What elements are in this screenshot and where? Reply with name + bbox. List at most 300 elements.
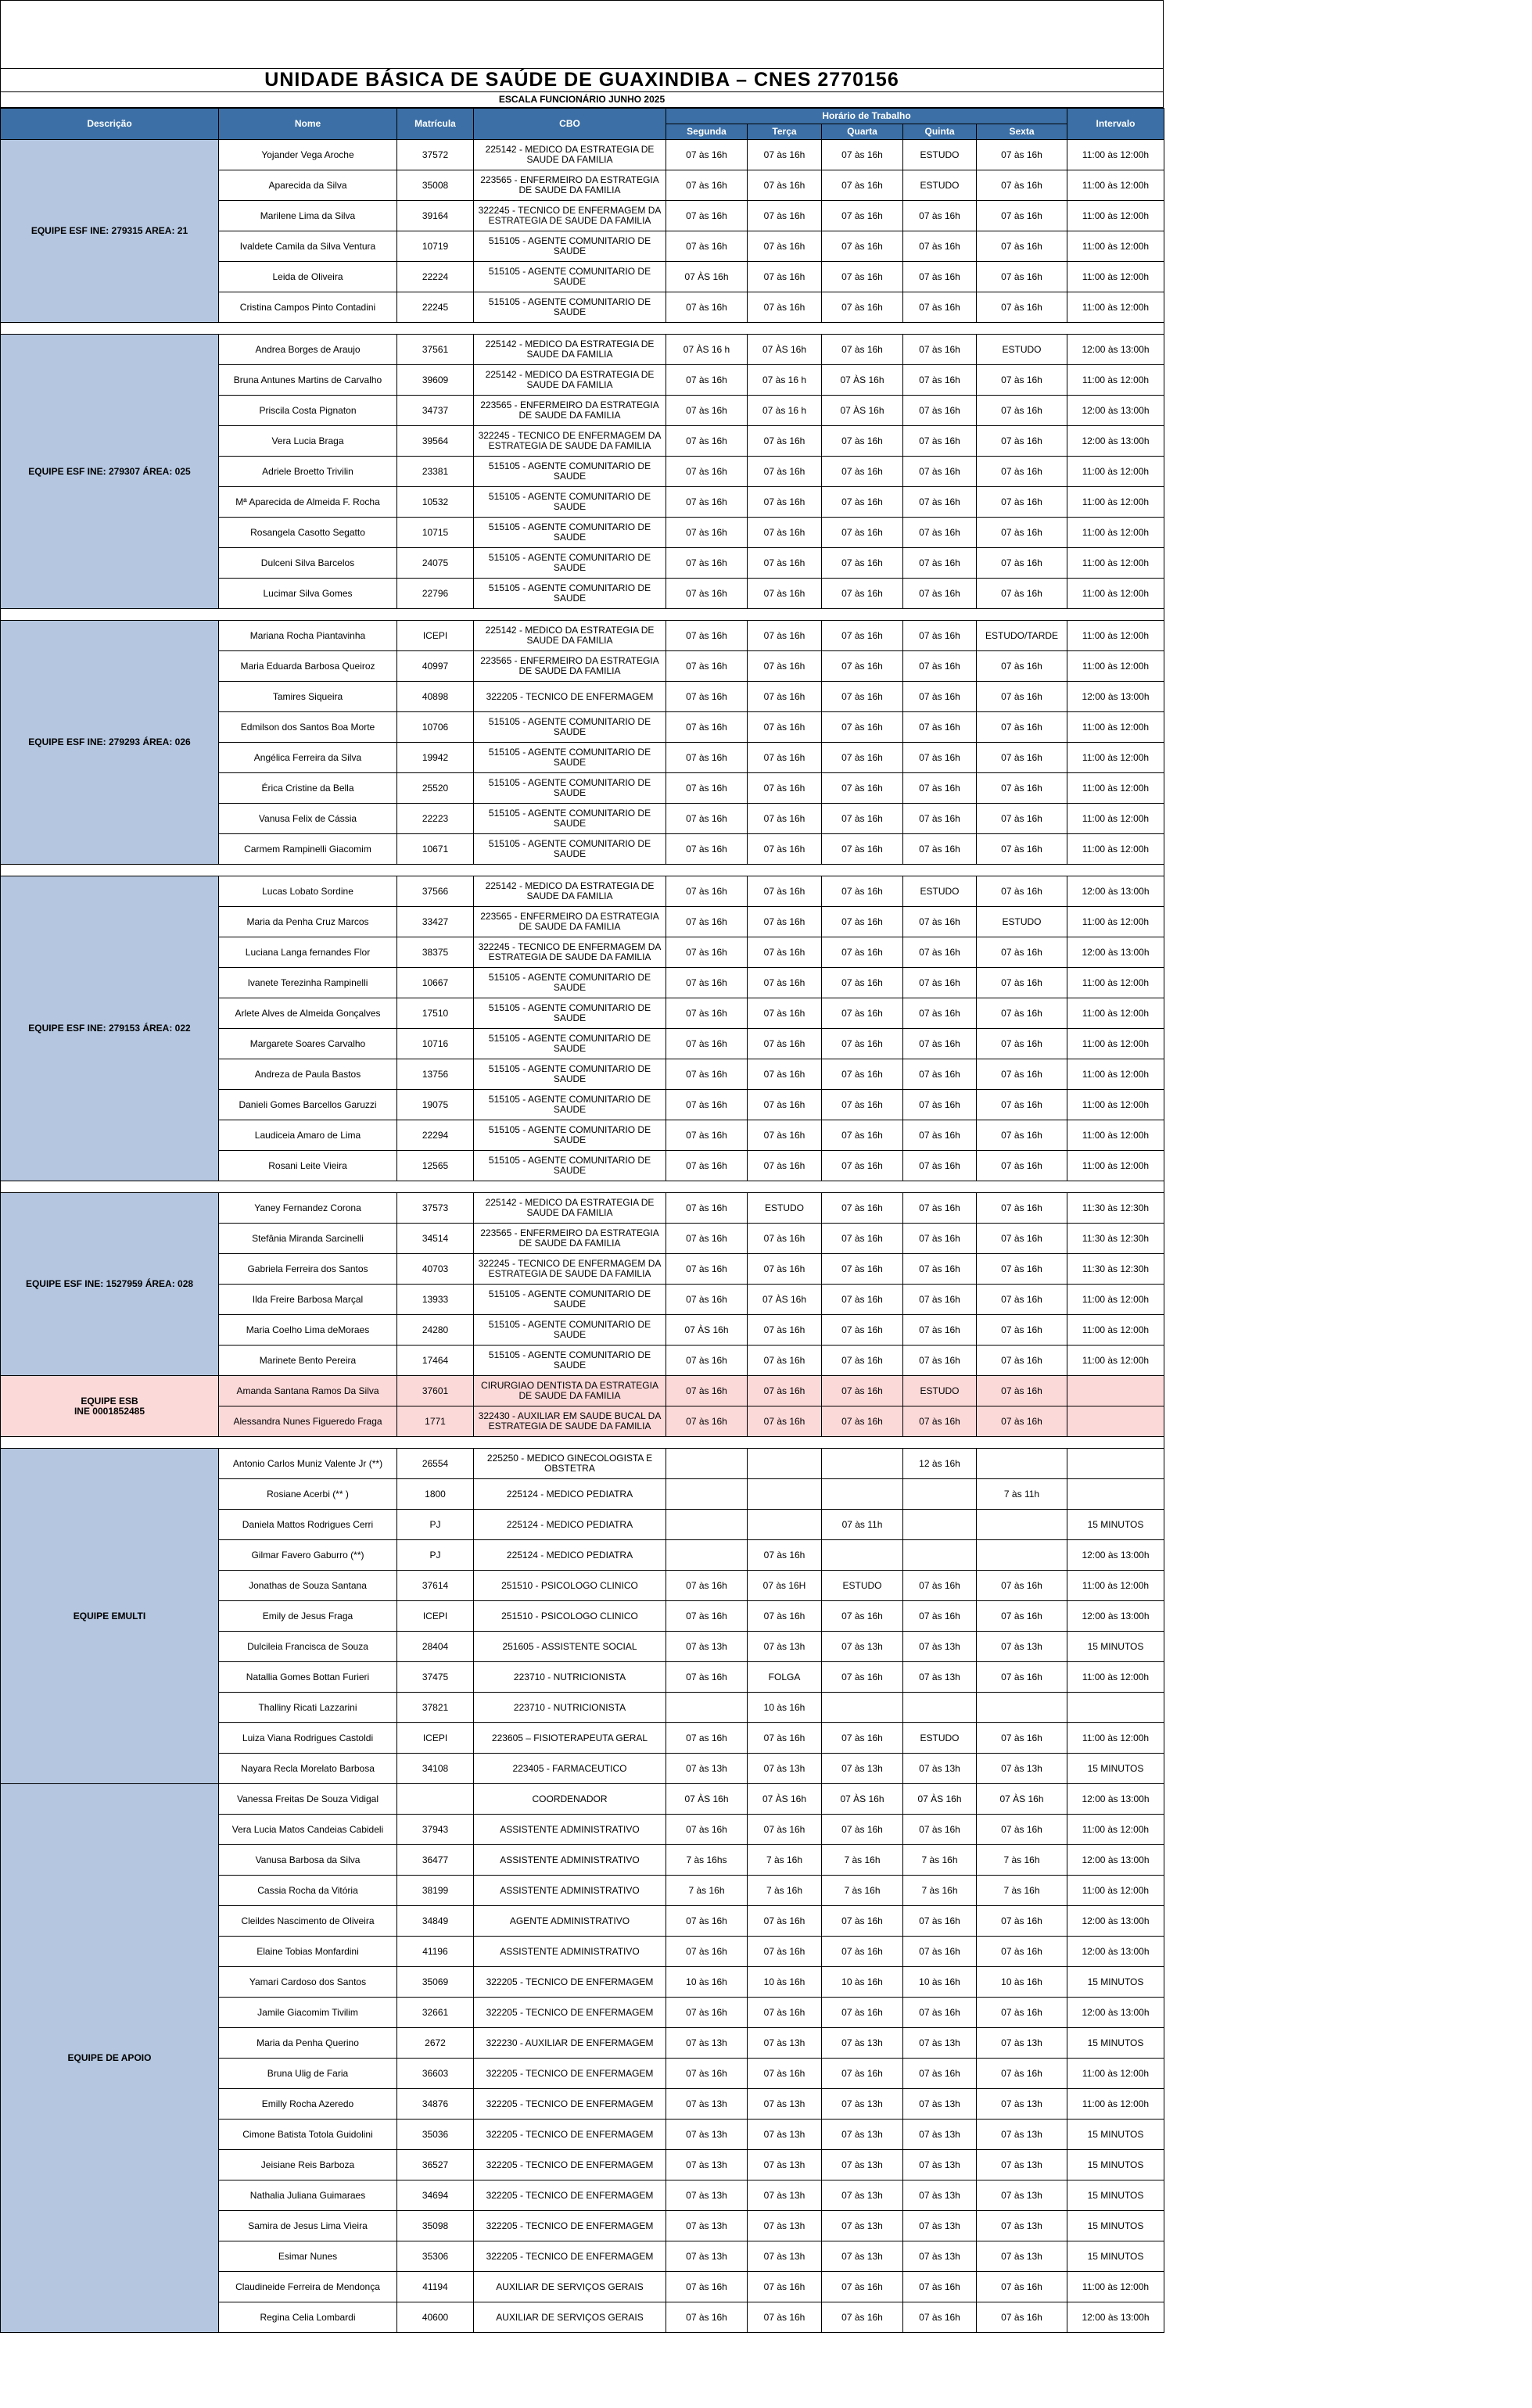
table-row <box>1 1449 1164 1479</box>
matricula-cell: 26554 <box>397 1449 474 1479</box>
header-horario: Horário de Trabalho <box>666 109 1067 124</box>
matricula-cell: 12565 <box>397 1151 474 1181</box>
sexta-cell: 07 às 16h <box>977 937 1067 968</box>
quinta-cell: 07 às 16h <box>903 1151 977 1181</box>
sexta-cell: 07 às 16h <box>977 1723 1067 1754</box>
matricula-cell: 34737 <box>397 396 474 426</box>
cbo-cell: COORDENADOR <box>474 1784 666 1815</box>
sexta-cell: 07 às 16h <box>977 1601 1067 1632</box>
segunda-cell: 07 às 16h <box>666 1815 748 1845</box>
matricula-cell <box>397 1784 474 1815</box>
sexta-cell: 07 às 16h <box>977 1059 1067 1090</box>
staff-name-cell: Vera Lucia Braga <box>219 426 397 457</box>
terca-cell: 07 às 13h <box>748 1754 822 1784</box>
staff-name-cell: Emily de Jesus Fraga <box>219 1601 397 1632</box>
quinta-cell: 07 às 13h <box>903 2120 977 2150</box>
sexta-cell: 07 às 16h <box>977 682 1067 712</box>
terca-cell: 07 às 16h <box>748 1998 822 2028</box>
segunda-cell: 07 às 16h <box>666 201 748 231</box>
segunda-cell: 07 às 16h <box>666 2272 748 2302</box>
intervalo-cell: 11:00 às 12:00h <box>1067 2059 1164 2089</box>
terca-cell: 07 às 13h <box>748 1632 822 1662</box>
quinta-cell: 07 às 13h <box>903 2028 977 2059</box>
header-day: Segunda <box>666 124 748 140</box>
terca-cell: 07 às 16h <box>748 1224 822 1254</box>
sexta-cell: ESTUDO <box>977 335 1067 365</box>
quinta-cell: 07 às 16h <box>903 773 977 804</box>
quinta-cell: 07 às 16h <box>903 1120 977 1151</box>
cbo-cell: AUXILIAR DE SERVIÇOS GERAIS <box>474 2302 666 2333</box>
sexta-cell: 07 às 16h <box>977 876 1067 907</box>
quarta-cell: 07 às 13h <box>822 2120 903 2150</box>
cbo-cell: 322205 - TECNICO DE ENFERMAGEM <box>474 2211 666 2241</box>
quarta-cell: 07 às 16h <box>822 1346 903 1376</box>
matricula-cell: 35008 <box>397 170 474 201</box>
quinta-cell: ESTUDO <box>903 170 977 201</box>
terca-cell: ESTUDO <box>748 1193 822 1224</box>
staff-name-cell: Regina Celia Lombardi <box>219 2302 397 2333</box>
quinta-cell: 07 às 16h <box>903 518 977 548</box>
quarta-cell: 07 ÀS 16h <box>822 1784 903 1815</box>
quinta-cell: 7 às 16h <box>903 1845 977 1876</box>
segunda-cell: 07 às 16h <box>666 743 748 773</box>
cbo-cell: 515105 - AGENTE COMUNITARIO DE SAUDE <box>474 1120 666 1151</box>
matricula-cell: 2672 <box>397 2028 474 2059</box>
sexta-cell: 07 às 16h <box>977 1029 1067 1059</box>
segunda-cell: 07 às 13h <box>666 2120 748 2150</box>
sexta-cell: 07 às 16h <box>977 231 1067 262</box>
segunda-cell: 07 às 13h <box>666 1632 748 1662</box>
segunda-cell: 07 às 13h <box>666 2211 748 2241</box>
cbo-cell: 322245 - TECNICO DE ENFERMAGEM DA ESTRATEGIA DE SAUDE DA FAMILIA <box>474 1254 666 1285</box>
quinta-cell <box>903 1693 977 1723</box>
terca-cell: 07 às 13h <box>748 2120 822 2150</box>
quarta-cell: 07 às 16h <box>822 2272 903 2302</box>
matricula-cell: 40997 <box>397 651 474 682</box>
team-label: EQUIPE DE APOIO <box>1 1784 219 2333</box>
sexta-cell: 07 às 16h <box>977 1315 1067 1346</box>
quarta-cell: 07 às 16h <box>822 292 903 323</box>
header-row <box>1 109 1164 124</box>
segunda-cell: 07 às 16h <box>666 651 748 682</box>
sexta-cell: 07 às 16h <box>977 1254 1067 1285</box>
intervalo-cell: 11:00 às 12:00h <box>1067 457 1164 487</box>
terca-cell: 07 às 16h <box>748 998 822 1029</box>
cbo-cell: 225142 - MEDICO DA ESTRATEGIA DE SAUDE DA FAMILIA <box>474 335 666 365</box>
cbo-cell: ASSISTENTE ADMINISTRATIVO <box>474 1845 666 1876</box>
cbo-cell: 223710 - NUTRICIONISTA <box>474 1662 666 1693</box>
cbo-cell: 322205 - TECNICO DE ENFERMAGEM <box>474 2180 666 2211</box>
quarta-cell: 07 às 16h <box>822 998 903 1029</box>
quarta-cell: 07 às 16h <box>822 262 903 292</box>
segunda-cell: 07 às 16h <box>666 712 748 743</box>
sexta-cell: 07 às 16h <box>977 2059 1067 2089</box>
staff-name-cell: Ilda Freire Barbosa Marçal <box>219 1285 397 1315</box>
matricula-cell: 35098 <box>397 2211 474 2241</box>
intervalo-cell: 11:00 às 12:00h <box>1067 743 1164 773</box>
terca-cell: 07 às 16h <box>748 457 822 487</box>
staff-name-cell: Yamari Cardoso dos Santos <box>219 1967 397 1998</box>
matricula-cell: 1771 <box>397 1406 474 1437</box>
quarta-cell: 07 às 16h <box>822 426 903 457</box>
intervalo-cell: 15 MINUTOS <box>1067 1510 1164 1540</box>
terca-cell: 7 às 16h <box>748 1876 822 1906</box>
cbo-cell: 515105 - AGENTE COMUNITARIO DE SAUDE <box>474 518 666 548</box>
staff-name-cell: Jeisiane Reis Barboza <box>219 2150 397 2180</box>
segunda-cell: 07 às 16h <box>666 1029 748 1059</box>
intervalo-cell: 15 MINUTOS <box>1067 2150 1164 2180</box>
quarta-cell: 07 às 16h <box>822 621 903 651</box>
terca-cell <box>748 1510 822 1540</box>
staff-name-cell: Cristina Campos Pinto Contadini <box>219 292 397 323</box>
cbo-cell: 515105 - AGENTE COMUNITARIO DE SAUDE <box>474 1090 666 1120</box>
quinta-cell: 07 às 16h <box>903 231 977 262</box>
sexta-cell: 07 às 16h <box>977 1285 1067 1315</box>
matricula-cell: 1800 <box>397 1479 474 1510</box>
terca-cell <box>748 1449 822 1479</box>
terca-cell: 07 às 16h <box>748 426 822 457</box>
sexta-cell: 07 às 16h <box>977 365 1067 396</box>
matricula-cell: 40703 <box>397 1254 474 1285</box>
staff-name-cell: Stefânia Miranda Sarcinelli <box>219 1224 397 1254</box>
gap-cell <box>1 865 1164 876</box>
segunda-cell: 07 às 16h <box>666 1059 748 1090</box>
matricula-cell: 22796 <box>397 579 474 609</box>
matricula-cell: 37614 <box>397 1571 474 1601</box>
intervalo-cell: 15 MINUTOS <box>1067 2211 1164 2241</box>
sexta-cell: 07 às 16h <box>977 1815 1067 1845</box>
quarta-cell: 07 às 16h <box>822 1315 903 1346</box>
intervalo-cell: 12:00 às 13:00h <box>1067 1906 1164 1937</box>
matricula-cell: 13933 <box>397 1285 474 1315</box>
matricula-cell: 37601 <box>397 1376 474 1406</box>
staff-name-cell: Tamires Siqueira <box>219 682 397 712</box>
cbo-cell: 322205 - TECNICO DE ENFERMAGEM <box>474 2150 666 2180</box>
cbo-cell: 322205 - TECNICO DE ENFERMAGEM <box>474 1998 666 2028</box>
sexta-cell: 07 às 16h <box>977 834 1067 865</box>
segunda-cell: 7 às 16h <box>666 1876 748 1906</box>
quarta-cell: 07 às 16h <box>822 1254 903 1285</box>
staff-name-cell: Vanusa Barbosa da Silva <box>219 1845 397 1876</box>
matricula-cell: 17464 <box>397 1346 474 1376</box>
page-subtitle: ESCALA FUNCIONÁRIO JUNHO 2025 <box>0 92 1164 108</box>
segunda-cell: 07 às 16h <box>666 292 748 323</box>
matricula-cell: 25520 <box>397 773 474 804</box>
cbo-cell: 225142 - MEDICO DA ESTRATEGIA DE SAUDE DA FAMILIA <box>474 1193 666 1224</box>
segunda-cell <box>666 1479 748 1510</box>
matricula-cell: PJ <box>397 1540 474 1571</box>
segunda-cell: 07 às 13h <box>666 2028 748 2059</box>
quarta-cell: 07 às 16h <box>822 1998 903 2028</box>
terca-cell: 07 ÀS 16h <box>748 1784 822 1815</box>
segunda-cell <box>666 1510 748 1540</box>
sexta-cell: 07 às 16h <box>977 487 1067 518</box>
header-nome: Nome <box>219 109 397 140</box>
cbo-cell: ASSISTENTE ADMINISTRATIVO <box>474 1937 666 1967</box>
staff-name-cell: Rosiane Acerbi (** ) <box>219 1479 397 1510</box>
staff-name-cell: Dulceni Silva Barcelos <box>219 548 397 579</box>
quinta-cell: ESTUDO <box>903 1723 977 1754</box>
terca-cell: 07 às 16h <box>748 651 822 682</box>
matricula-cell: 24280 <box>397 1315 474 1346</box>
matricula-cell: 10671 <box>397 834 474 865</box>
quinta-cell: 07 às 16h <box>903 804 977 834</box>
cbo-cell: 223605 – FISIOTERAPEUTA GERAL <box>474 1723 666 1754</box>
staff-name-cell: Esimar Nunes <box>219 2241 397 2272</box>
header-intervalo: Intervalo <box>1067 109 1164 140</box>
quarta-cell: 07 às 16h <box>822 1601 903 1632</box>
terca-cell: 07 às 16h <box>748 1315 822 1346</box>
segunda-cell: 07 às 16h <box>666 518 748 548</box>
staff-name-cell: Jamile Giacomim Tivilim <box>219 1998 397 2028</box>
segunda-cell: 07 às 16h <box>666 1090 748 1120</box>
staff-name-cell: Vanusa Felix de Cássia <box>219 804 397 834</box>
terca-cell: 07 às 16h <box>748 2059 822 2089</box>
intervalo-cell: 11:00 às 12:00h <box>1067 968 1164 998</box>
matricula-cell: 22294 <box>397 1120 474 1151</box>
quinta-cell: 07 às 16h <box>903 1601 977 1632</box>
quarta-cell: 7 às 16h <box>822 1876 903 1906</box>
section-gap <box>1 1181 1164 1193</box>
quinta-cell: 07 ÀS 16h <box>903 1784 977 1815</box>
segunda-cell: 07 às 16h <box>666 2302 748 2333</box>
intervalo-cell: 12:00 às 13:00h <box>1067 2302 1164 2333</box>
sexta-cell: 07 às 16h <box>977 1998 1067 2028</box>
quarta-cell: 07 às 16h <box>822 1937 903 1967</box>
intervalo-cell: 11:30 às 12:30h <box>1067 1224 1164 1254</box>
intervalo-cell: 15 MINUTOS <box>1067 1632 1164 1662</box>
terca-cell: 07 ÀS 16h <box>748 1285 822 1315</box>
sexta-cell: 07 às 16h <box>977 1193 1067 1224</box>
intervalo-cell: 11:00 às 12:00h <box>1067 518 1164 548</box>
segunda-cell <box>666 1693 748 1723</box>
staff-name-cell: Yojander Vega Aroche <box>219 140 397 170</box>
cbo-cell: 225142 - MEDICO DA ESTRATEGIA DE SAUDE DA FAMILIA <box>474 140 666 170</box>
matricula-cell: 39564 <box>397 426 474 457</box>
quarta-cell: 07 às 16h <box>822 1151 903 1181</box>
staff-name-cell: Maria Eduarda Barbosa Queiroz <box>219 651 397 682</box>
terca-cell: 07 às 16h <box>748 487 822 518</box>
staff-name-cell: Cleildes Nascimento de Oliveira <box>219 1906 397 1937</box>
terca-cell: 07 às 16h <box>748 937 822 968</box>
sexta-cell: 07 às 16h <box>977 2272 1067 2302</box>
terca-cell: 07 às 16h <box>748 1090 822 1120</box>
quinta-cell: 07 às 16h <box>903 907 977 937</box>
sexta-cell: 07 às 16h <box>977 548 1067 579</box>
terca-cell: 10 às 16h <box>748 1693 822 1723</box>
intervalo-cell: 11:00 às 12:00h <box>1067 1029 1164 1059</box>
header-day: Sexta <box>977 124 1067 140</box>
gap-cell <box>1 609 1164 621</box>
segunda-cell: 07 às 16h <box>666 170 748 201</box>
quarta-cell: 07 às 16h <box>822 2302 903 2333</box>
cbo-cell: 322205 - TECNICO DE ENFERMAGEM <box>474 2120 666 2150</box>
quarta-cell: 07 às 13h <box>822 2089 903 2120</box>
sexta-cell: 07 às 16h <box>977 1346 1067 1376</box>
intervalo-cell: 12:00 às 13:00h <box>1067 1937 1164 1967</box>
matricula-cell: 39609 <box>397 365 474 396</box>
intervalo-cell: 11:00 às 12:00h <box>1067 1090 1164 1120</box>
intervalo-cell: 11:00 às 12:00h <box>1067 1059 1164 1090</box>
cbo-cell: 225124 - MEDICO PEDIATRA <box>474 1479 666 1510</box>
intervalo-cell: 11:00 às 12:00h <box>1067 231 1164 262</box>
cbo-cell: 515105 - AGENTE COMUNITARIO DE SAUDE <box>474 548 666 579</box>
quinta-cell: 07 às 16h <box>903 1254 977 1285</box>
quarta-cell: 07 ÀS 16h <box>822 365 903 396</box>
intervalo-cell: 11:00 às 12:00h <box>1067 621 1164 651</box>
matricula-cell: 24075 <box>397 548 474 579</box>
gap-cell <box>1 1181 1164 1193</box>
intervalo-cell: 15 MINUTOS <box>1067 1754 1164 1784</box>
quarta-cell: 07 às 16h <box>822 1815 903 1845</box>
quarta-cell: 07 às 13h <box>822 2180 903 2211</box>
sexta-cell: 07 às 16h <box>977 140 1067 170</box>
segunda-cell: 7 às 16hs <box>666 1845 748 1876</box>
intervalo-cell: 11:00 às 12:00h <box>1067 1120 1164 1151</box>
segunda-cell: 07 às 16h <box>666 1998 748 2028</box>
quarta-cell: 07 às 16h <box>822 968 903 998</box>
sexta-cell: 07 às 13h <box>977 2180 1067 2211</box>
quinta-cell: 07 às 16h <box>903 335 977 365</box>
intervalo-cell: 11:00 às 12:00h <box>1067 170 1164 201</box>
intervalo-cell <box>1067 1376 1164 1406</box>
segunda-cell: 07 ÀS 16h <box>666 1784 748 1815</box>
segunda-cell: 07 às 16h <box>666 548 748 579</box>
terca-cell: 07 às 16h <box>748 1376 822 1406</box>
terca-cell: 07 às 16h <box>748 518 822 548</box>
matricula-cell: 37943 <box>397 1815 474 1845</box>
cbo-cell: CIRURGIAO DENTISTA DA ESTRATEGIA DE SAUDE DA FAMILIA <box>474 1376 666 1406</box>
sexta-cell: 7 às 16h <box>977 1876 1067 1906</box>
quinta-cell <box>903 1479 977 1510</box>
intervalo-cell: 12:00 às 13:00h <box>1067 1601 1164 1632</box>
terca-cell: 07 às 16h <box>748 1151 822 1181</box>
quinta-cell: 07 às 16h <box>903 1815 977 1845</box>
intervalo-cell: 12:00 às 13:00h <box>1067 1540 1164 1571</box>
sexta-cell: 07 às 16h <box>977 1120 1067 1151</box>
staff-name-cell: Cimone Batista Totola Guidolini <box>219 2120 397 2150</box>
cbo-cell: 322430 - AUXILIAR EM SAUDE BUCAL DA ESTRATEGIA DE SAUDE DA FAMILIA <box>474 1406 666 1437</box>
staff-name-cell: Nayara Recla Morelato Barbosa <box>219 1754 397 1784</box>
sexta-cell: 07 às 16h <box>977 804 1067 834</box>
quarta-cell: 07 às 16h <box>822 2059 903 2089</box>
cbo-cell: 251510 - PSICOLOGO CLINICO <box>474 1601 666 1632</box>
intervalo-cell: 11:00 às 12:00h <box>1067 1723 1164 1754</box>
terca-cell: FOLGA <box>748 1662 822 1693</box>
matricula-cell: 37566 <box>397 876 474 907</box>
quarta-cell: 07 às 16h <box>822 1723 903 1754</box>
terca-cell: 07 às 13h <box>748 2211 822 2241</box>
terca-cell: 07 às 13h <box>748 2180 822 2211</box>
quinta-cell: 07 às 16h <box>903 1315 977 1346</box>
intervalo-cell <box>1067 1406 1164 1437</box>
segunda-cell: 07 às 16h <box>666 1376 748 1406</box>
segunda-cell: 07 às 16h <box>666 1193 748 1224</box>
sexta-cell: 07 às 16h <box>977 1571 1067 1601</box>
staff-name-cell: Marinete Bento Pereira <box>219 1346 397 1376</box>
intervalo-cell: 11:00 às 12:00h <box>1067 804 1164 834</box>
cbo-cell: 515105 - AGENTE COMUNITARIO DE SAUDE <box>474 292 666 323</box>
quarta-cell <box>822 1449 903 1479</box>
terca-cell: 07 às 16 h <box>748 365 822 396</box>
segunda-cell: 07 às 13h <box>666 2180 748 2211</box>
segunda-cell: 07 às 16h <box>666 834 748 865</box>
quinta-cell: 07 às 13h <box>903 2241 977 2272</box>
matricula-cell: 36477 <box>397 1845 474 1876</box>
intervalo-cell: 11:00 às 12:00h <box>1067 1315 1164 1346</box>
intervalo-cell: 15 MINUTOS <box>1067 2180 1164 2211</box>
quarta-cell: 07 às 16h <box>822 1376 903 1406</box>
cbo-cell: 223565 - ENFERMEIRO DA ESTRATEGIA DE SAUDE DA FAMILIA <box>474 1224 666 1254</box>
segunda-cell: 07 às 16h <box>666 682 748 712</box>
segunda-cell: 07 às 16h <box>666 1571 748 1601</box>
segunda-cell: 07 às 16h <box>666 937 748 968</box>
matricula-cell: 38375 <box>397 937 474 968</box>
matricula-cell: 35036 <box>397 2120 474 2150</box>
matricula-cell: 34849 <box>397 1906 474 1937</box>
quarta-cell: 07 às 16h <box>822 712 903 743</box>
sexta-cell: 07 às 13h <box>977 2028 1067 2059</box>
terca-cell: 10 às 16h <box>748 1967 822 1998</box>
intervalo-cell: 11:00 às 12:00h <box>1067 834 1164 865</box>
table-row <box>1 1784 1164 1815</box>
cbo-cell: 515105 - AGENTE COMUNITARIO DE SAUDE <box>474 998 666 1029</box>
quarta-cell: 10 às 16h <box>822 1967 903 1998</box>
staff-name-cell: Maria da Penha Cruz Marcos <box>219 907 397 937</box>
terca-cell: 07 ÀS 16h <box>748 335 822 365</box>
cbo-cell: 322205 - TECNICO DE ENFERMAGEM <box>474 2089 666 2120</box>
segunda-cell: 07 às 16h <box>666 1346 748 1376</box>
staff-name-cell: Laudiceia Amaro de Lima <box>219 1120 397 1151</box>
matricula-cell: 38199 <box>397 1876 474 1906</box>
cbo-cell: AGENTE ADMINISTRATIVO <box>474 1906 666 1937</box>
matricula-cell: 37561 <box>397 335 474 365</box>
terca-cell: 07 às 13h <box>748 2089 822 2120</box>
intervalo-cell <box>1067 1693 1164 1723</box>
cbo-cell: 515105 - AGENTE COMUNITARIO DE SAUDE <box>474 834 666 865</box>
staff-name-cell: Vera Lucia Matos Candeias Cabideli <box>219 1815 397 1845</box>
cbo-cell: 322205 - TECNICO DE ENFERMAGEM <box>474 2059 666 2089</box>
cbo-cell: 223405 - FARMACEUTICO <box>474 1754 666 1784</box>
quinta-cell: 07 às 16h <box>903 548 977 579</box>
cbo-cell: 322245 - TECNICO DE ENFERMAGEM DA ESTRATEGIA DE SAUDE DA FAMILIA <box>474 426 666 457</box>
terca-cell: 07 às 13h <box>748 2028 822 2059</box>
sexta-cell: 07 às 16h <box>977 201 1067 231</box>
quinta-cell: ESTUDO <box>903 1376 977 1406</box>
quinta-cell: 07 às 16h <box>903 579 977 609</box>
segunda-cell: 07 às 16h <box>666 365 748 396</box>
terca-cell: 07 às 16h <box>748 579 822 609</box>
staff-name-cell: Bruna Antunes Martins de Carvalho <box>219 365 397 396</box>
quarta-cell <box>822 1479 903 1510</box>
intervalo-cell: 11:00 às 12:00h <box>1067 1876 1164 1906</box>
team-label: EQUIPE EMULTI <box>1 1449 219 1784</box>
quarta-cell: 07 às 13h <box>822 1632 903 1662</box>
quinta-cell: 07 às 13h <box>903 1662 977 1693</box>
quinta-cell: 07 às 16h <box>903 743 977 773</box>
matricula-cell: PJ <box>397 1510 474 1540</box>
segunda-cell: 07 às 13h <box>666 2241 748 2272</box>
sexta-cell: 07 às 16h <box>977 773 1067 804</box>
staff-name-cell: Jonathas de Souza Santana <box>219 1571 397 1601</box>
staff-name-cell: Mariana Rocha Piantavinha <box>219 621 397 651</box>
intervalo-cell: 12:00 às 13:00h <box>1067 426 1164 457</box>
quinta-cell: 07 às 13h <box>903 1632 977 1662</box>
staff-name-cell: Amanda Santana Ramos Da Silva <box>219 1376 397 1406</box>
terca-cell: 07 às 16h <box>748 2272 822 2302</box>
sexta-cell: 07 às 13h <box>977 2120 1067 2150</box>
quinta-cell: 07 às 16h <box>903 1937 977 1967</box>
